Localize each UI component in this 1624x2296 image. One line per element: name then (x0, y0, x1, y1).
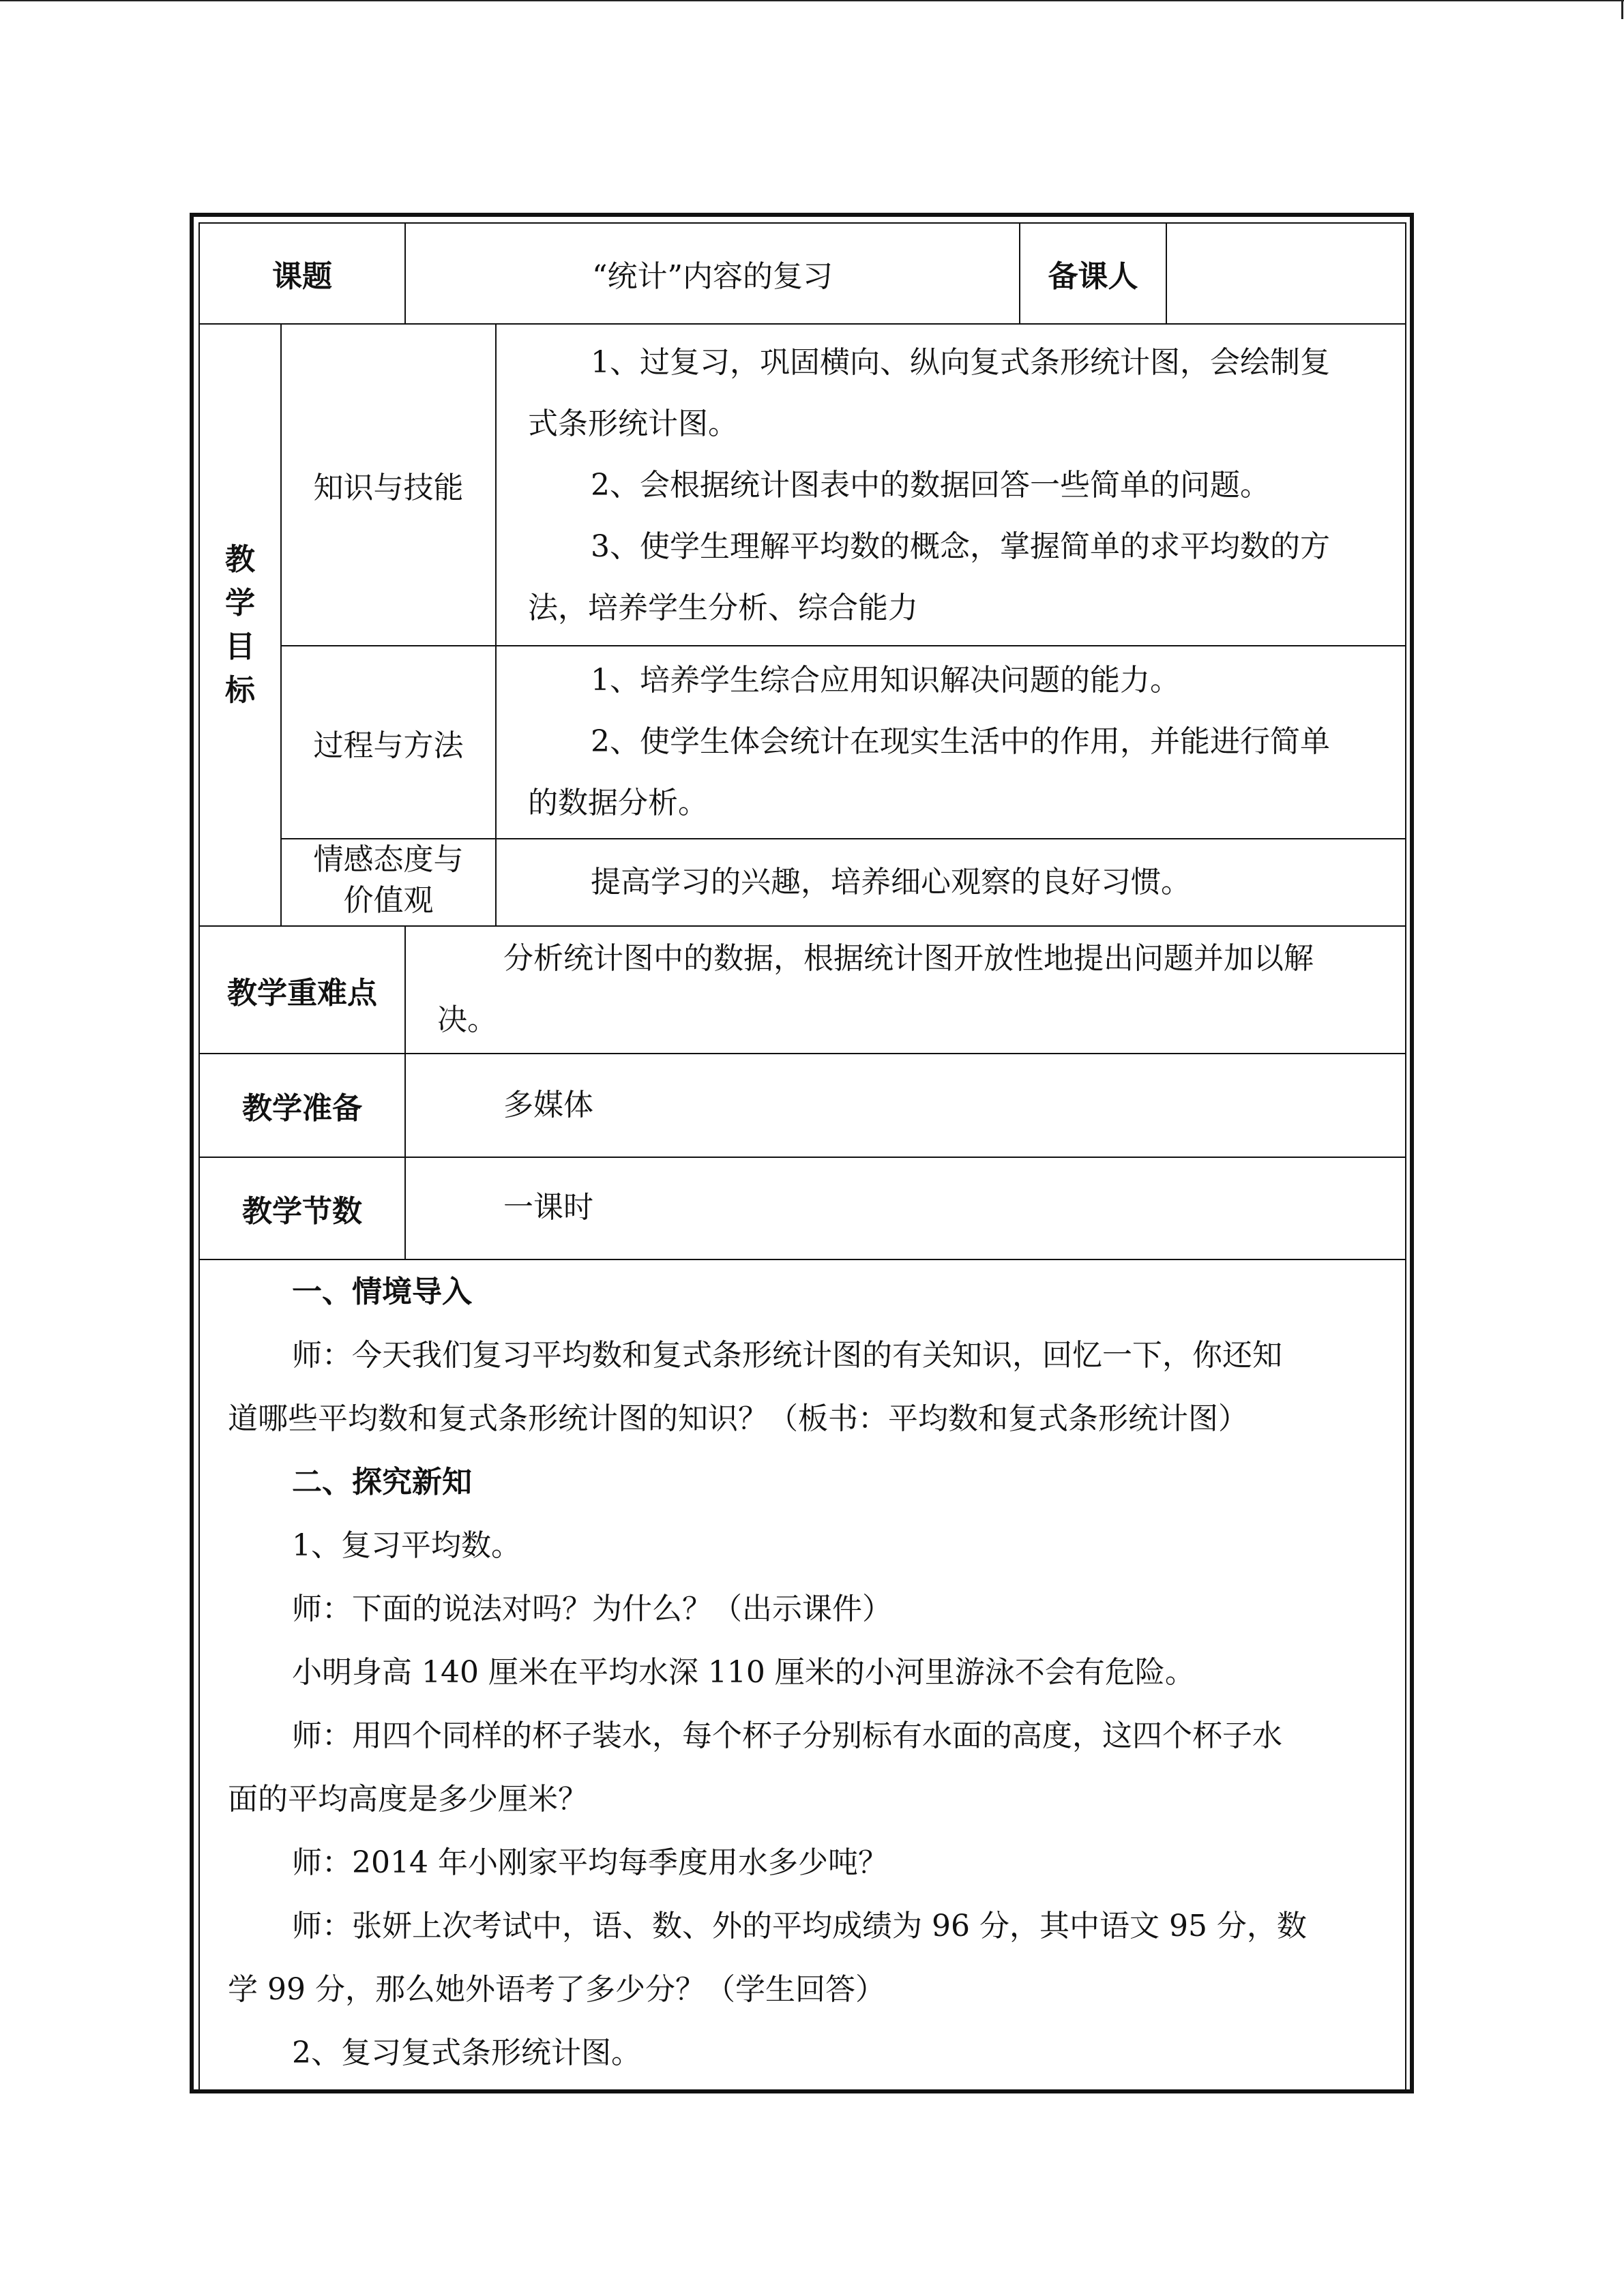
process-line: 的数据分析。 (528, 786, 708, 820)
body-line: 道哪些平均数和复式条形统计图的知识？（板书：平均数和复式条形统计图） (228, 1401, 1248, 1436)
preparation-label: 教学准备 (242, 1091, 362, 1126)
section-heading-intro: 一、情境导入 (292, 1274, 472, 1309)
emotion-label-line: 情感态度与 (313, 842, 464, 877)
body-line: 学 99 分，那么她外语考了多少分？（学生回答） (228, 1972, 885, 2007)
body-line: 1、复习平均数。 (292, 1528, 521, 1563)
topic-label: 课题 (272, 259, 332, 294)
body-line: 师：2014 年小刚家平均每季度用水多少吨？ (292, 1845, 888, 1880)
emotion-text: 提高学习的兴趣，培养细心观察的良好习惯。 (591, 865, 1191, 899)
emotion-label-line: 价值观 (343, 883, 434, 918)
periods-value: 一课时 (503, 1190, 593, 1225)
body-line: 面的平均高度是多少厘米？ (228, 1782, 588, 1817)
preparer-label: 备课人 (1048, 259, 1138, 294)
row-divider-periods (198, 1259, 1406, 1260)
page-top-rule (0, 0, 1624, 1)
objectives-label-char: 目 (225, 629, 255, 664)
process-methods-label: 过程与方法 (313, 728, 464, 763)
col-divider-objectives-sub (495, 323, 497, 927)
knowledge-line: 法，培养学生分析、综合能力 (528, 591, 918, 625)
col-divider-lower (404, 925, 406, 1260)
knowledge-line: 式条形统计图。 (528, 406, 738, 441)
section-heading-explore: 二、探究新知 (292, 1465, 472, 1500)
preparation-value: 多媒体 (503, 1088, 593, 1122)
key-points-line: 分析统计图中的数据，根据统计图开放性地提出问题并加以解 (503, 941, 1314, 976)
objectives-label-char: 教 (225, 541, 255, 577)
objectives-label-char: 标 (225, 672, 255, 708)
objectives-label (200, 325, 280, 925)
knowledge-line: 2、会根据统计图表中的数据回答一些简单的问题。 (591, 468, 1270, 503)
topic-value: “统计”内容的复习 (592, 259, 833, 294)
periods-label: 教学节数 (242, 1194, 362, 1229)
key-points-label: 教学重难点 (227, 975, 377, 1011)
knowledge-skills-label: 知识与技能 (313, 471, 464, 505)
process-line: 1、培养学生综合应用知识解决问题的能力。 (591, 663, 1180, 698)
body-line: 师：下面的说法对吗？为什么？（出示课件） (292, 1592, 892, 1626)
body-line: 2、复习复式条形统计图。 (292, 2036, 641, 2070)
emotion-values-label (282, 839, 495, 925)
body-line: 师：用四个同样的杯子装水，每个杯子分别标有水面的高度，这四个杯子水 (292, 1718, 1282, 1753)
process-line: 2、使学生体会统计在现实生活中的作用，并能进行简单 (591, 724, 1330, 759)
body-line: 师：今天我们复习平均数和复式条形统计图的有关知识，回忆一下，你还知 (292, 1338, 1282, 1373)
knowledge-line: 1、过复习，巩固横向、纵向复式条形统计图，会绘制复 (591, 345, 1330, 380)
key-points-line: 决。 (437, 1002, 497, 1037)
preparer-value (1167, 224, 1405, 323)
page-corner-mark (1621, 0, 1623, 19)
objectives-label-char: 学 (225, 585, 255, 621)
knowledge-line: 3、使学生理解平均数的概念，掌握简单的求平均数的方 (591, 529, 1330, 564)
body-line: 师：张妍上次考试中，语、数、外的平均成绩为 96 分，其中语文 95 分，数 (292, 1909, 1307, 1943)
body-line: 小明身高 140 厘米在平均水深 110 厘米的小河里游泳不会有危险。 (292, 1655, 1195, 1690)
